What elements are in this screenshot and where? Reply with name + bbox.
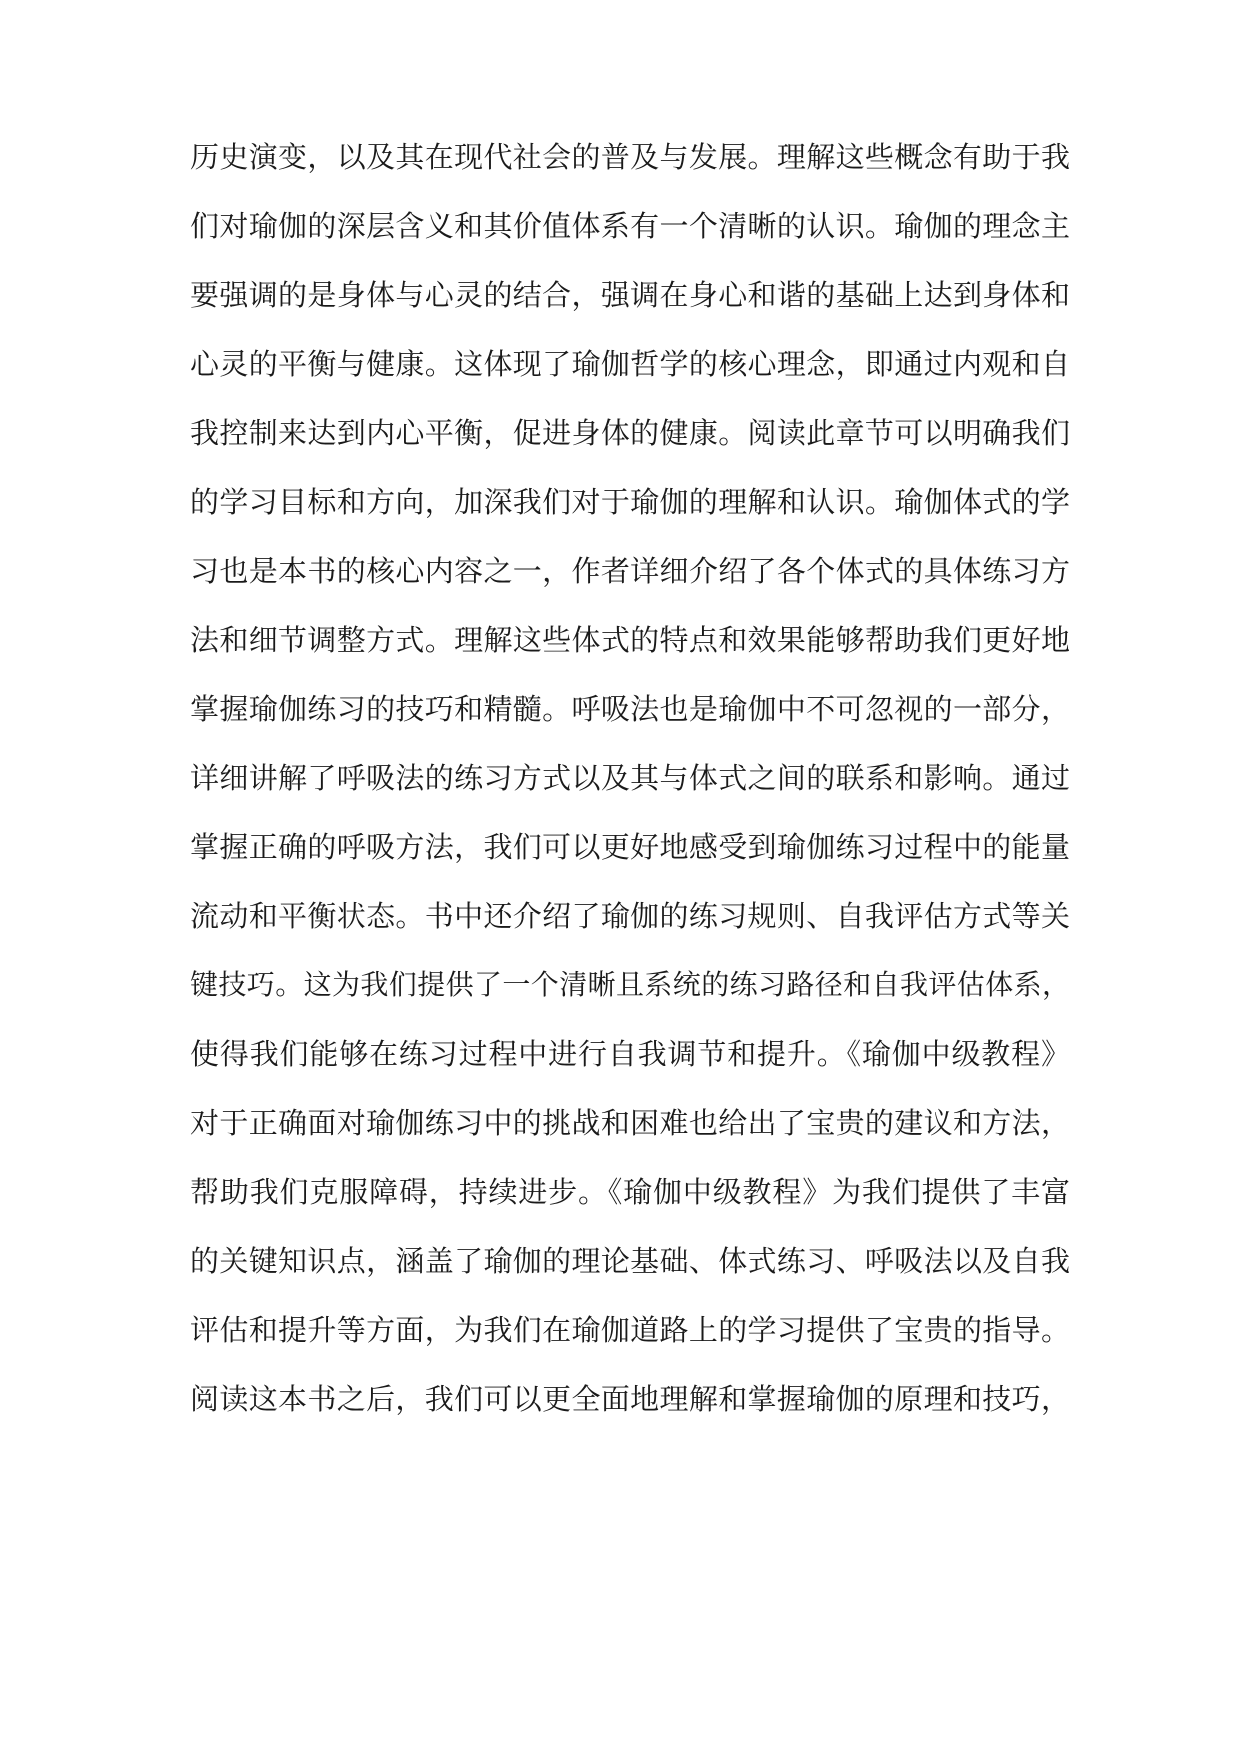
text-line: 帮助我们克服障碍，持续进步。《瑜伽中级教程》为我们提供了丰富 <box>190 1175 1070 1209</box>
text-line: 评估和提升等方面，为我们在瑜伽道路上的学习提供了宝贵的指导。 <box>190 1313 1070 1347</box>
text-line: 要强调的是身体与心灵的结合，强调在身心和谐的基础上达到身体和 <box>190 278 1070 312</box>
text-line: 使得我们能够在练习过程中进行自我调节和提升。《瑜伽中级教程》 <box>190 1037 1070 1071</box>
text-line: 的学习目标和方向，加深我们对于瑜伽的理解和认识。瑜伽体式的学 <box>190 485 1070 519</box>
text-line: 们对瑜伽的深层含义和其价值体系有一个清晰的认识。瑜伽的理念主 <box>190 209 1070 243</box>
text-line: 习也是本书的核心内容之一，作者详细介绍了各个体式的具体练习方 <box>190 554 1070 588</box>
text-line: 的关键知识点，涵盖了瑜伽的理论基础、体式练习、呼吸法以及自我 <box>190 1244 1070 1278</box>
text-line: 我控制来达到内心平衡，促进身体的健康。阅读此章节可以明确我们 <box>190 416 1070 450</box>
text-line: 掌握正确的呼吸方法，我们可以更好地感受到瑜伽练习过程中的能量 <box>190 830 1070 864</box>
text-line: 法和细节调整方式。理解这些体式的特点和效果能够帮助我们更好地 <box>190 623 1070 657</box>
text-line: 详细讲解了呼吸法的练习方式以及其与体式之间的联系和影响。通过 <box>190 761 1070 795</box>
text-line: 流动和平衡状态。书中还介绍了瑜伽的练习规则、自我评估方式等关 <box>190 899 1070 933</box>
text-line: 心灵的平衡与健康。这体现了瑜伽哲学的核心理念，即通过内观和自 <box>190 347 1070 381</box>
text-line: 对于正确面对瑜伽练习中的挑战和困难也给出了宝贵的建议和方法， <box>190 1106 1070 1140</box>
text-line: 历史演变，以及其在现代社会的普及与发展。理解这些概念有助于我 <box>190 140 1070 174</box>
text-line: 阅读这本书之后，我们可以更全面地理解和掌握瑜伽的原理和技巧， <box>190 1382 1070 1416</box>
text-line: 掌握瑜伽练习的技巧和精髓。呼吸法也是瑜伽中不可忽视的一部分， <box>190 692 1070 726</box>
text-line: 键技巧。这为我们提供了一个清晰且系统的练习路径和自我评估体系， <box>190 968 1070 1001</box>
